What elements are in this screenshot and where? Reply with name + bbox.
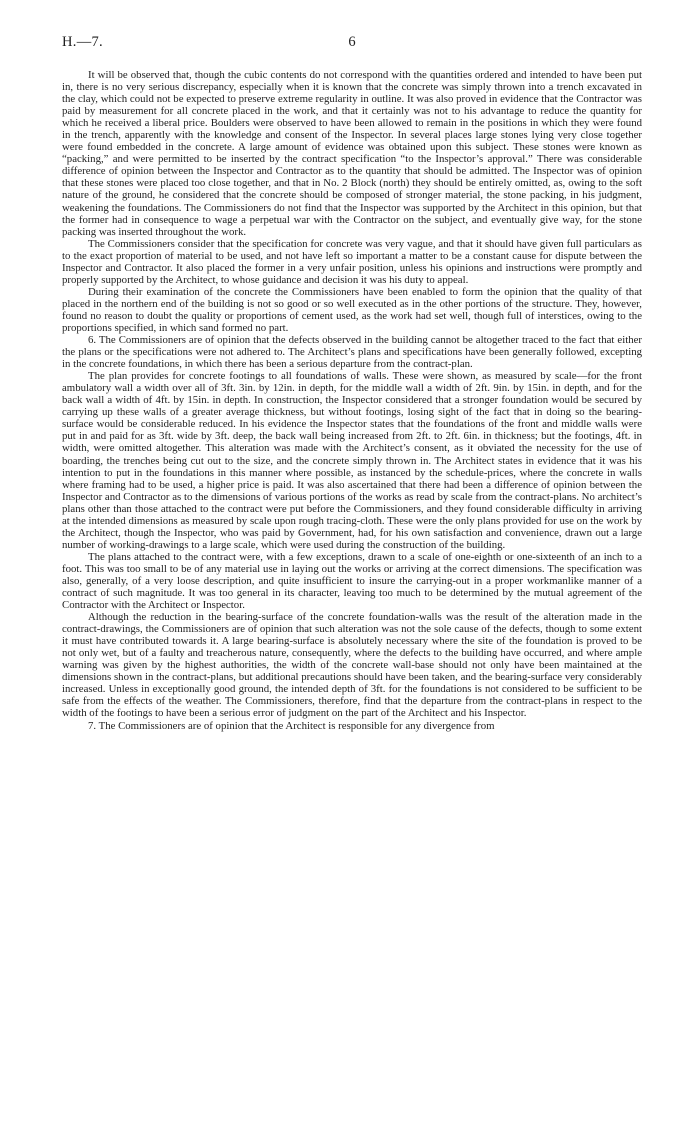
- document-reference: H.—7.: [62, 34, 103, 50]
- paragraph: The Commissioners consider that the specification for concrete was very vague, and that it should have given full particulars as to the exact proportion of material to be used, and not have left so important a matter to be a constant cause for dispute between the Inspector and Contractor. It also placed the former in a very unfair position, unless his opinions and instructions were promptly and properly supported by the Architect, to whose guidance and decision it was his duty to appeal.: [62, 237, 642, 286]
- paragraph: Although the reduction in the bearing-surface of the concrete foundation-walls was the result of the alteration made in the contract-drawings, the Commissioners are of opinion that such alteration was not the sole cause of the defects, though to some extent it must have contributed towards it. A large bearing-surface is absolutely necessary where the site of the foundation is proved to be not only wet, but of a faulty and treacherous nature, consequently, where the defects to the building have occurred, and where ample warning was given by the highest authorities, the width of the concrete wall-base should not only have been maintained at the dimensions shown in the contract-plans, but additional precautions should have been taken, and the bearing-surface very considerably increased. Unless in exceptionally good ground, the intended depth of 3ft. for the foundations is not considered to be sufficient to be safe from the effects of the weather. The Commissioners, therefore, find that the departure from the contract-plans in respect to the width of the footings to have been a serious error of judgment on the part of the Architect and his Inspector.: [62, 611, 642, 720]
- paragraph: 7. The Commissioners are of opinion that the Architect is responsible for any divergence from: [88, 719, 495, 732]
- body-text: [62, 69, 642, 732]
- paragraph: During their examination of the concrete the Commissioners have been enabled to form the opinion that the quality of that placed in the northern end of the building is not so good or so well executed as in the other portions of the structure. They, however, found no reason to doubt the quality or proportions of cement used, as the work had set well, though full of interstices, owing to the proportions specified, in which sand formed no part.: [62, 285, 642, 334]
- paragraph: The plans attached to the contract were, with a few exceptions, drawn to a scale of one-eighth or one-sixteenth of an inch to a foot. This was too small to be of any material use in laying out the works or arriving at the correct dimensions. The specification was also, generally, of a very loose description, and quite insufficient to insure the carrying-out in a proper workmanlike manner of a contract of such magnitude. It was too general in its character, leaving too much to be determined by the mutual agreement of the Contractor with the Architect or Inspector.: [62, 550, 642, 612]
- paragraph: 6. The Commissioners are of opinion that the defects observed in the building cannot be altogether traced to the fact that either the plans or the specifications were not adhered to. The Architect’s plans and specifications have been generally followed, excepting in the concrete foundations, in which there has been a serious departure from the contract-plan.: [62, 334, 642, 371]
- paragraph: The plan provides for concrete footings to all foundations of walls. These were shown, as measured by scale—for the front ambulatory wall a width over all of 3ft. 3in. by 12in. in depth, for the middle wall a width of 2ft. 9in. by 15in. in depth, and for the back wall a width of 4ft. by 15in. in depth. In construction, the Inspector considered that a stronger foundation would be secured by carrying up these walls of a greater average thickness, but without footings, losing sight of the fact that in doing so the bearing-surface would be considerable reduced. In his evidence the Inspector states that the foundations of the front and middle walls were put in and paid for as 3ft. wide by 3ft. deep, the back wall being increased from 2ft. to 2ft. 6in. in thickness; but the footings, 4ft. in width, were omitted altogether. This alteration was made with the Architect’s consent, as it obviated the necessity for the use of boarding, the trenches being cut out to the size, and the concrete simply thrown in. The Architect states in evidence that it was his intention to put in the foundations in this manner where possible, as instanced by the schedule-prices, where the concrete in walls where framing had to be used, a higher price is paid. It was also ascertained that there had been a difference of opinion between the Inspector and Contractor as to the dimensions of various portions of the works as read by scale from the contract-plans. No architect’s plans other than those attached to the contract were put before the Commissioners, and they found considerable difficulty in arriving at the intended dimensions as measured by scale upon rough tracing-cloth. These were the only plans provided for use on the work by the Architect, though the Inspector, who was paid by Government, had, for his own satisfaction and convenience, drawn out a large number of working-drawings to a large scale, which were used during the construction of the building.: [62, 370, 642, 551]
- page-number: 6: [348, 34, 356, 50]
- paragraph: It will be observed that, though the cubic contents do not correspond with the quantities ordered and intended to have been put in, there is no very serious discrepancy, especially when it is known that the concrete was simply thrown into a trench excavated in the clay, which could not be expected to preserve extreme regularity in outline. It was also proved in evidence that the Contractor was paid by measurement for all concrete placed in the work, and that it certainly was not to his advantage to reduce the quantity for which he received a liberal price. Boulders were observed to have been allowed to remain in the positions in which they were found in the trench, apparently with the knowledge and consent of the Inspector. In several places large stones lying very close together were found embedded in the concrete. A large amount of evidence was obtained upon this subject. These stones were known as “packing,” and were permitted to be inserted by the contract specification “to the Inspector’s approval.” There was considerable difference of opinion between the Inspector and Contractor as to the quantity that should be admitted. The Inspector was of opinion that these stones were placed too close together, and that in No. 2 Block (north) they should be entirely omitted, as, owing to the soft nature of the ground, he considered that the concrete should be composed of stronger material, the stone packing, in his judgment, weakening the foundations. The Commissioners do not find that the Inspector was supported by the Architect in this opinion, but that the former had in consequence to wage a perpetual war with the Contractor on the subject, and eventually give way, for the stone packing was inserted throughout the work.: [62, 69, 642, 238]
- page-header: [62, 34, 642, 54]
